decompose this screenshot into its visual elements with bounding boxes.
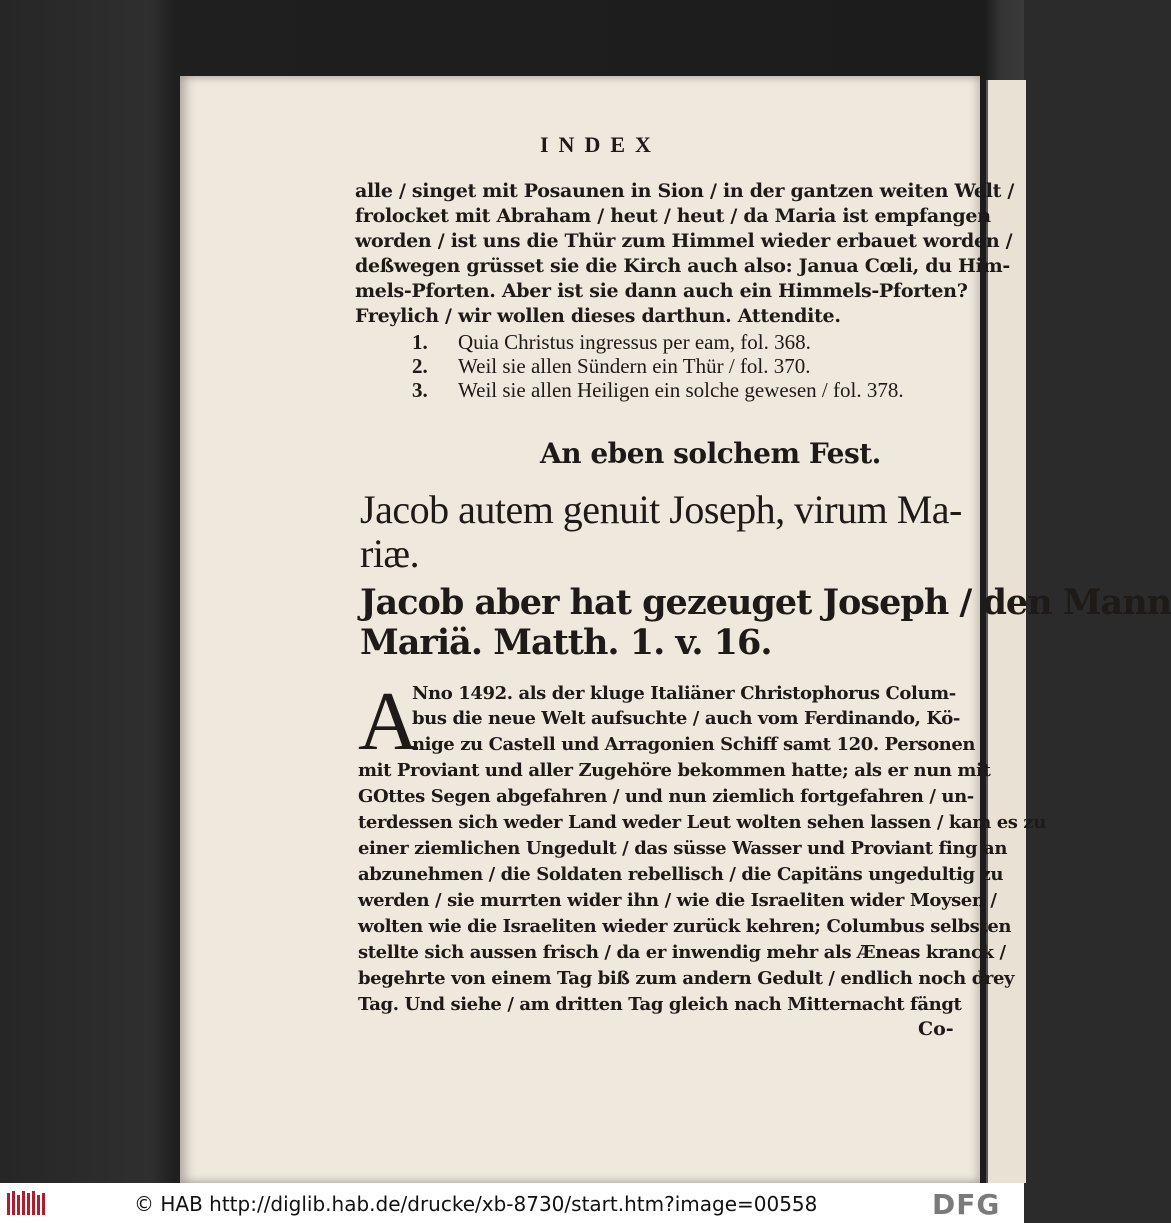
point-item <box>412 378 904 403</box>
body-line: terdessen sich weder Land weder Leut wolten sehen lassen / kam es zu <box>358 812 1046 833</box>
latin-heading-line: Jacob autem genuit Joseph, virum Ma- <box>360 487 962 532</box>
point-number: 2. <box>412 354 428 378</box>
intro-line: mels-Pforten. Aber ist sie dann auch ein Himmels-Pforten? <box>355 280 968 302</box>
body-line: nige zu Castell und Arragonien Schiff samt 120. Personen <box>412 734 976 755</box>
viewer-footer <box>0 1183 1024 1223</box>
copyright-link[interactable]: © HAB http://diglib.hab.de/drucke/xb-8730/start.htm?image=00558 <box>134 1192 818 1216</box>
body-line: GOttes Segen abgefahren / und nun ziemlich fortgefahren / un- <box>358 786 974 807</box>
body-line: wolten wie die Israeliten wieder zurück kehren; Columbus selbsten <box>358 916 1012 937</box>
catchword: Co- <box>918 1018 954 1040</box>
running-head: INDEX <box>540 132 661 157</box>
dfg-logo: DFG <box>932 1188 1001 1221</box>
body-line: abzunehmen / die Soldaten rebellisch / die Capitäns ungedultig zu <box>358 864 1004 885</box>
body-line: Nno 1492. als der kluge Italiäner Christophorus Colum- <box>412 683 956 704</box>
point-text: Weil sie allen Heiligen ein solche gewesen / fol. 378. <box>458 378 904 402</box>
body-line: einer ziemlichen Ungedult / das süsse Wasser und Proviant fing an <box>358 838 1008 859</box>
intro-line: frolocket mit Abraham / heut / heut / da Maria ist empfangen <box>355 205 991 227</box>
body-line: mit Proviant und aller Zugehöre bekommen hatte; als er nun mit <box>358 760 991 781</box>
point-text: Weil sie allen Sündern ein Thür / fol. 370. <box>458 354 811 378</box>
point-number: 3. <box>412 378 428 402</box>
drop-cap: A <box>358 675 419 768</box>
body-line: Tag. Und siehe / am dritten Tag gleich nach Mitternacht fängt <box>358 994 962 1015</box>
intro-line: alle / singet mit Posaunen in Sion / in der gantzen weiten Welt / <box>355 180 1015 202</box>
intro-line: deßwegen grüsset sie die Kirch auch also: Janua Cœli, du Him- <box>355 255 1010 277</box>
point-item <box>412 330 811 355</box>
body-line: werden / sie murrten wider ihn / wie die Israeliten wider Moysen / <box>358 890 997 911</box>
intro-line: worden / ist uns die Thür zum Himmel wieder erbauet worden / <box>355 230 1013 252</box>
section-title: An eben solchem Fest. <box>540 437 881 470</box>
intro-line: Freylich / wir wollen dieses darthun. Attendite. <box>355 305 841 327</box>
body-line: stellte sich aussen frisch / da er inwendig mehr als Æneas kranck / <box>358 942 1006 963</box>
latin-heading-line: riæ. <box>360 531 420 576</box>
hab-logo-icon <box>6 1189 46 1217</box>
body-line: bus die neue Welt aufsuchte / auch vom Ferdinando, Kö- <box>412 708 960 729</box>
body-line: begehrte von einem Tag biß zum andern Gedult / endlich noch drey <box>358 968 1015 989</box>
point-item <box>412 354 811 379</box>
german-heading-line: Mariä. Matth. 1. v. 16. <box>360 622 772 663</box>
point-text: Quia Christus ingressus per eam, fol. 368. <box>458 330 811 354</box>
point-number: 1. <box>412 330 428 354</box>
german-heading-line: Jacob aber hat gezeuget Joseph / den Mann <box>360 582 1171 623</box>
